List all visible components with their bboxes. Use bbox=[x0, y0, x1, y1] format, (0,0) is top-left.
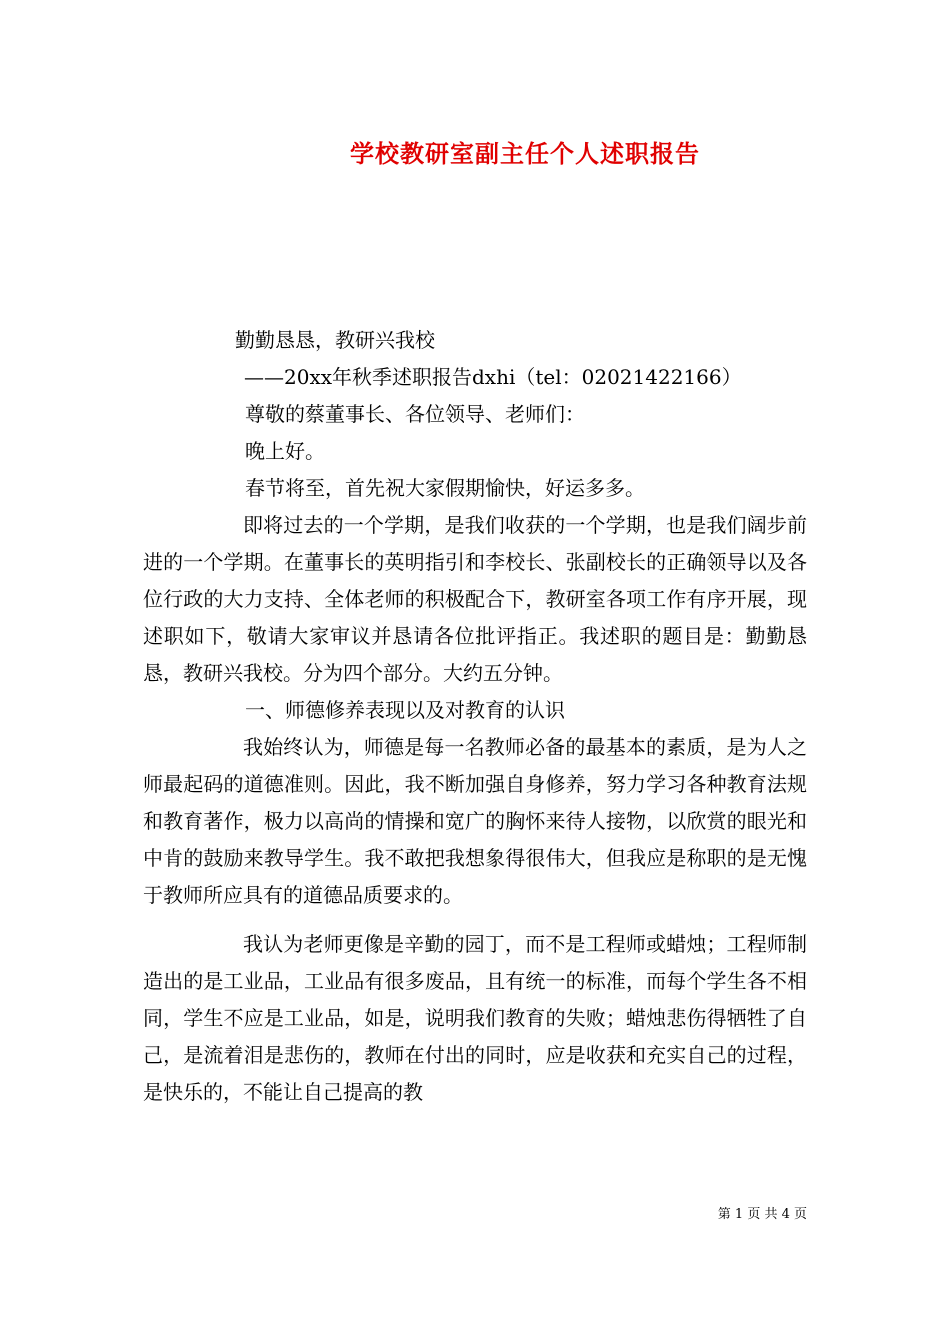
salutation: 尊敬的蔡董事长、各位领导、老师们： bbox=[245, 402, 585, 426]
wish: 春节将至，首先祝大家假期愉快，好运多多。 bbox=[245, 476, 645, 500]
subtitle-main: 勤勤恳恳，教研兴我校 bbox=[235, 328, 435, 352]
paragraph-1: 即将过去的一个学期，是我们收获的一个学期，也是我们阔步前进的一个学期。在董事长的英明指引和李校长、张副校长的正确领导以及各位行政的大力支持、全体老师的积极配合下，教研室各项工作有序开展，现述职如下，敬请大家审议并恳请各位批评指正。我述职的题目是：勤勤恳恳，教研兴我校。分为四个部分。大约五分钟。 bbox=[143, 513, 807, 685]
subtitle-sub: ——20xx年秋季述职报告dxhi（tel：02021422166） bbox=[244, 365, 742, 389]
document-title: 学校教研室副主任个人述职报告 bbox=[350, 139, 700, 168]
section-1-heading: 一、师德修养表现以及对教育的认识 bbox=[245, 698, 565, 722]
greeting: 晚上好。 bbox=[245, 439, 325, 463]
document-body bbox=[143, 322, 807, 1111]
paragraph-2: 我始终认为，师德是每一名教师必备的最基本的素质，是为人之师最起码的道德准则。因此，我不断加强自身修养，努力学习各种教育法规和教育著作，极力以高尚的情操和宽广的胸怀来待人接物，以欣赏的眼光和中肯的鼓励来教导学生。我不敢把我想象得很伟大，但我应是称职的是无愧于教师所应具有的道德品质要求的。 bbox=[143, 735, 807, 907]
page-indicator: 第 1 页 共 4 页 bbox=[717, 1207, 807, 1222]
paragraph-3: 我认为老师更像是辛勤的园丁，而不是工程师或蜡烛；工程师制造出的是工业品，工业品有很多废品，且有统一的标准，而每个学生各不相同，学生不应是工业品，如是，说明我们教育的失败；蜡烛悲伤得牺牲了自己，是流着泪是悲伤的，教师在付出的同时，应是收获和充实自己的过程，是快乐的，不能让自己提高的教 bbox=[143, 932, 807, 1104]
